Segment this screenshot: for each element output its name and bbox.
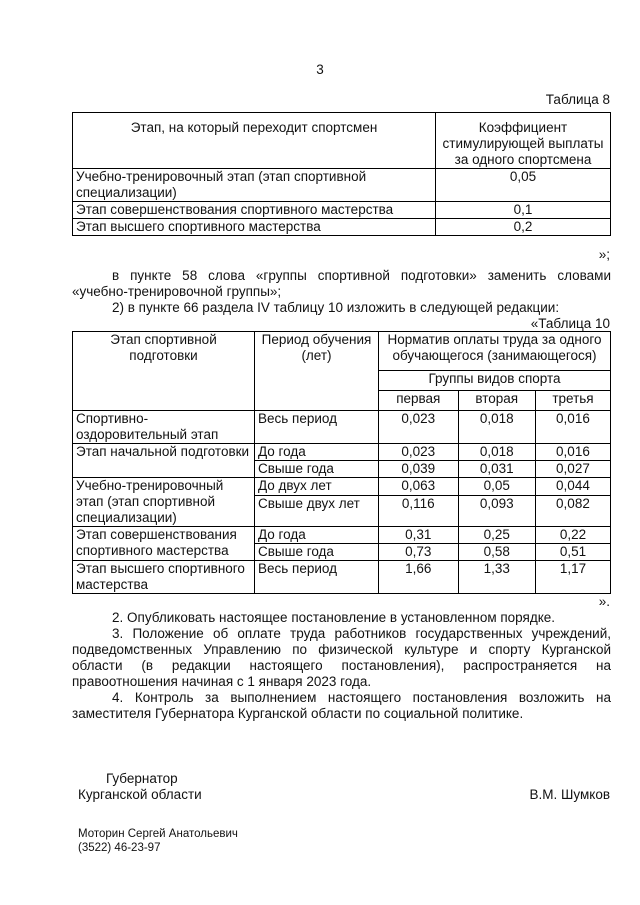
cell-stage: Учебно-тренировочный этап (этап спортивной специализации) (73, 478, 255, 527)
cell-first: 0,116 (379, 496, 459, 527)
cell-third: 0,51 (535, 544, 610, 561)
cell-third: 0,027 (535, 461, 610, 478)
cell-stage: Этап высшего спортивного мастерства (73, 219, 436, 236)
cell-second: 0,093 (458, 496, 535, 527)
item-4: 4. Контроль за выполнением настоящего постановления возложить на заместителя Губернатора Курганской области по социальной политике. (72, 690, 611, 721)
cell-period: Свыше года (255, 544, 379, 561)
signature-name: В.М. Шумков (529, 787, 610, 802)
cell-second: 0,018 (458, 411, 535, 444)
cell-first: 0,73 (379, 544, 459, 561)
contact-phone: (3522) 46-23-97 (78, 842, 161, 854)
cell-stage: Этап начальной подготовки (73, 444, 255, 478)
cell-stage: Учебно-тренировочный этап (этап спортивной специализации) (73, 169, 436, 202)
cell-period: Свыше года (255, 461, 379, 478)
signature-region: Курганской области (78, 787, 202, 802)
table10 (72, 331, 611, 594)
cell-second: 0,031 (458, 461, 535, 478)
item-3: 3. Положение об оплате труда работников государственных учреждений, подведомственных Управлению по физической культуре и спорту Курганской области (в редакции настоящего постановления), распространяется на правоотношения начиная с 1 января 2023 года. (72, 626, 611, 689)
header-stage: Этап спортивной подготовки (73, 332, 255, 411)
item-2: 2. Опубликовать настоящее постановление в установленном порядке. (112, 610, 556, 625)
table-header-row (73, 332, 611, 371)
header-period: Период обучения (лет) (255, 332, 379, 411)
cell-period: До года (255, 527, 379, 544)
table-row (73, 527, 611, 544)
cell-second: 0,05 (458, 478, 535, 496)
cell-stage: Этап совершенствования спортивного мастерства (73, 202, 436, 219)
header-groups: Группы видов спорта (379, 370, 611, 390)
table-row (73, 202, 611, 219)
cell-coef: 0,05 (436, 169, 611, 202)
cell-period: Весь период (255, 561, 379, 594)
cell-stage: Этап совершенствования спортивного мастерства (73, 527, 255, 561)
paragraph-58-line1: в пункте 58 слова «группы спортивной подготовки» заменить словами (112, 268, 611, 283)
cell-second: 0,018 (458, 444, 535, 461)
header-norm: Норматив оплаты труда за одного обучающегося (занимающегося) (379, 332, 611, 371)
cell-first: 0,063 (379, 478, 459, 496)
table-row (73, 169, 611, 202)
table-row (73, 561, 611, 594)
table8-closing-quote: »; (598, 247, 610, 262)
cell-period: До года (255, 444, 379, 461)
cell-stage: Спортивно-оздоровительный этап (73, 411, 255, 444)
table-row (73, 219, 611, 236)
cell-first: 0,023 (379, 444, 459, 461)
table8-caption: Таблица 8 (545, 92, 610, 107)
cell-first: 0,039 (379, 461, 459, 478)
table10-caption: «Таблица 10 (530, 316, 610, 331)
header-stage: Этап, на который переходит спортсмен (73, 113, 436, 169)
cell-third: 0,044 (535, 478, 610, 496)
cell-third: 0,082 (535, 496, 610, 527)
cell-second: 0,58 (458, 544, 535, 561)
cell-period: Свыше двух лет (255, 496, 379, 527)
table-row (73, 411, 611, 444)
paragraph-58-line2: «учебно-тренировочной группы»; (72, 284, 282, 299)
cell-stage: Этап высшего спортивного мастерства (73, 561, 255, 594)
table10-closing-quote: ». (598, 594, 610, 609)
cell-period: Весь период (255, 411, 379, 444)
table8 (72, 112, 611, 236)
cell-second: 0,25 (458, 527, 535, 544)
cell-first: 1,66 (379, 561, 459, 594)
cell-third: 1,17 (535, 561, 610, 594)
table-row (73, 444, 611, 461)
signature-title: Губернатор (106, 771, 178, 786)
cell-coef: 0,2 (436, 219, 611, 236)
table-row (73, 478, 611, 496)
paragraph-66: 2) в пункте 66 раздела IV таблицу 10 изложить в следующей редакции: (112, 300, 560, 315)
table-header-row (73, 113, 611, 169)
page-number: 3 (316, 62, 324, 77)
header-third: третья (535, 390, 610, 410)
cell-first: 0,31 (379, 527, 459, 544)
cell-period: До двух лет (255, 478, 379, 496)
header-second: вторая (458, 390, 535, 410)
cell-third: 0,016 (535, 411, 610, 444)
cell-third: 0,016 (535, 444, 610, 461)
header-coefficient: Коэффициент стимулирующей выплаты за одного спортсмена (436, 113, 611, 169)
cell-coef: 0,1 (436, 202, 611, 219)
cell-third: 0,22 (535, 527, 610, 544)
header-first: первая (379, 390, 459, 410)
cell-first: 0,023 (379, 411, 459, 444)
contact-name: Моторин Сергей Анатольевич (78, 828, 238, 840)
cell-second: 1,33 (458, 561, 535, 594)
